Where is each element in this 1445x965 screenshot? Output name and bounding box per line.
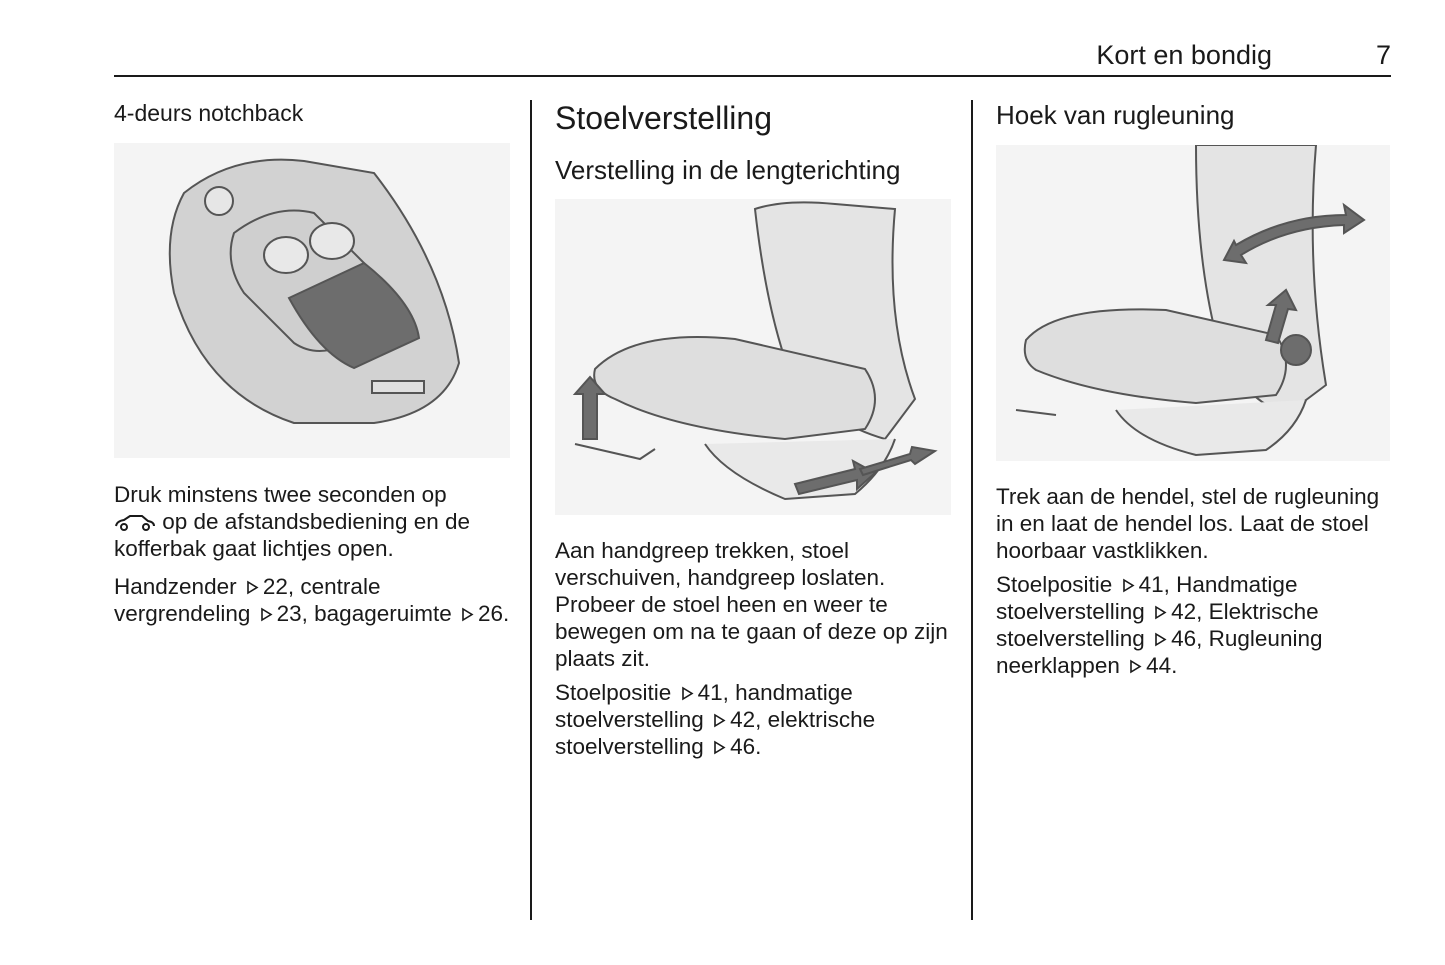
ref-item[interactable] xyxy=(996,572,1164,597)
ref-item[interactable] xyxy=(314,601,503,626)
col2-references xyxy=(555,679,950,760)
ref-separator: , xyxy=(1196,626,1209,651)
ref-text: bagageruimte xyxy=(314,601,452,626)
seat-longitudinal-adjustment-illustration xyxy=(555,199,951,515)
page-reference-icon xyxy=(460,607,475,622)
col1-references xyxy=(114,573,514,627)
seat-backrest-angle-illustration xyxy=(996,145,1390,461)
ref-text: Stoelpositie xyxy=(996,572,1113,597)
ref-separator: , xyxy=(755,707,768,732)
header-rule xyxy=(114,75,1391,77)
page-number: 7 xyxy=(1375,40,1391,70)
ref-text: Elektrische stoelverstelling xyxy=(996,599,1319,651)
col1-subhead: 4-deurs notchback xyxy=(114,100,304,126)
col1-paragraph-1-text-a: Druk minstens twee seconden op xyxy=(114,482,447,507)
ref-separator: . xyxy=(503,601,510,626)
ref-item[interactable] xyxy=(555,680,723,705)
page-reference-icon xyxy=(712,740,727,755)
col2-paragraph-1: Aan handgreep trekken, stoel verschuiven, handgreep loslaten. Probeer de stoel heen en weer te bewegen om na te gaan of deze op zijn plaats zit. xyxy=(555,538,948,671)
col3-references xyxy=(996,571,1394,679)
page-reference-icon xyxy=(712,713,727,728)
ref-text: Rugleuning neerklappen xyxy=(996,626,1323,678)
page-reference-icon xyxy=(680,686,695,701)
ref-page: 46 xyxy=(1171,626,1197,651)
col2-subtitle: Verstelling in de lengterichting xyxy=(555,155,901,185)
page-reference-icon xyxy=(1121,578,1136,593)
ref-separator: , xyxy=(1163,572,1177,597)
page-title: Stoelverstelling xyxy=(555,100,772,136)
ref-page: 41 xyxy=(697,680,723,705)
ref-page: 23 xyxy=(276,601,302,626)
col3-subtitle: Hoek van rugleuning xyxy=(996,100,1235,130)
ref-separator: , xyxy=(287,574,301,599)
col1-paragraph-1-text-b: op de afstandsbediening en de kofferbak gaat lichtjes open. xyxy=(114,509,471,561)
ref-page: 41 xyxy=(1138,572,1164,597)
car-key-figure xyxy=(114,143,510,458)
ref-separator: , xyxy=(1196,599,1209,624)
ref-text: handmatige stoelverstelling xyxy=(555,680,853,732)
col1-paragraph-1 xyxy=(114,481,514,562)
page-reference-icon xyxy=(1153,605,1168,620)
column-divider-2 xyxy=(971,100,973,920)
ref-text: centrale vergrendeling xyxy=(114,574,381,626)
ref-page: 42 xyxy=(730,707,756,732)
page-reference-icon xyxy=(245,580,260,595)
page-reference-icon xyxy=(1128,659,1143,674)
ref-text: Stoelpositie xyxy=(555,680,672,705)
car-key-remote-illustration xyxy=(114,143,510,458)
column-divider-1 xyxy=(530,100,532,920)
ref-separator: , xyxy=(722,680,736,705)
section-title: Kort en bondig xyxy=(1096,40,1272,70)
ref-separator: . xyxy=(755,734,762,759)
ref-page: 46 xyxy=(730,734,756,759)
ref-page: 26 xyxy=(478,601,504,626)
ref-separator: . xyxy=(1171,653,1178,678)
ref-text: elektrische stoelverstelling xyxy=(555,707,876,759)
seat-backrest-figure xyxy=(996,145,1390,461)
car-trunk-icon xyxy=(114,513,156,531)
page-reference-icon xyxy=(259,607,274,622)
seat-longitudinal-figure xyxy=(555,199,951,515)
ref-page: 22 xyxy=(262,574,288,599)
page-reference-icon xyxy=(1153,632,1168,647)
ref-text: Handzender xyxy=(114,574,237,599)
ref-separator: , xyxy=(301,601,315,626)
ref-text: Handmatige stoelverstelling xyxy=(996,572,1298,624)
col3-paragraph-1: Trek aan de hendel, stel de rugleuning in en laat de hendel los. Laat de stoel hoorbaar vastklikken. xyxy=(996,484,1380,563)
ref-page: 42 xyxy=(1171,599,1197,624)
ref-item[interactable] xyxy=(114,574,288,599)
ref-page: 44 xyxy=(1146,653,1172,678)
